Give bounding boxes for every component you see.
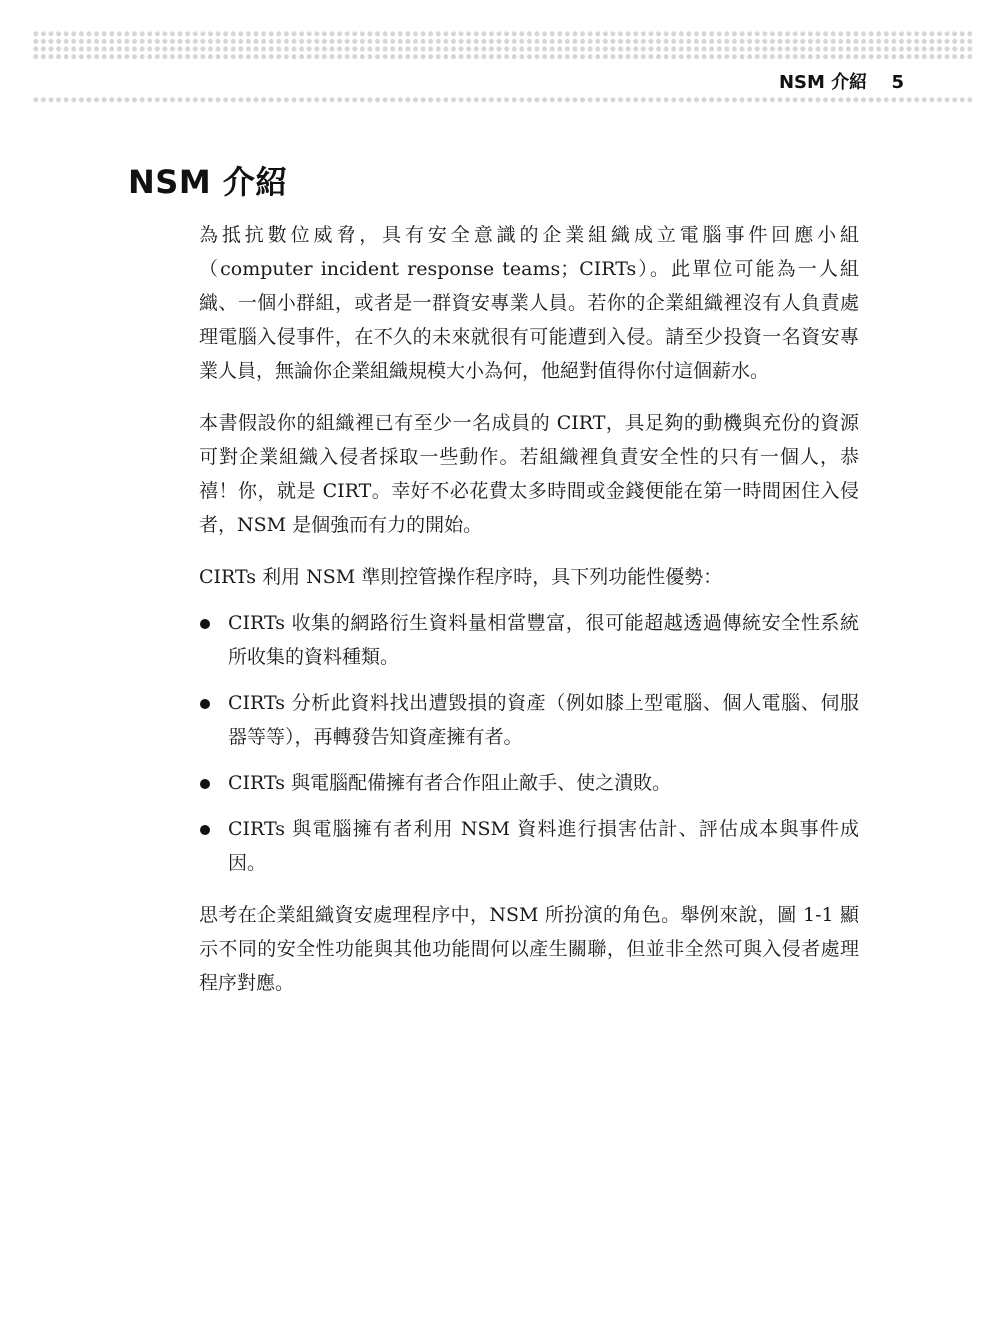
paragraph-advantages-intro: CIRTs 利用 NSM 準則控管操作程序時，具下列功能性優勢： bbox=[199, 566, 723, 588]
list-item bbox=[199, 812, 859, 880]
list-item bbox=[199, 766, 859, 800]
running-header-title: NSM 介紹 bbox=[778, 72, 868, 93]
header-dot-rule bbox=[32, 96, 972, 105]
list-item-text: CIRTs 收集的網路衍生資料量相當豐富，很可能超越透過傳統安全性系統所收集的資料種類。 bbox=[228, 612, 859, 668]
list-item bbox=[199, 686, 859, 754]
list-item-text: CIRTs 與電腦配備擁有者合作阻止敵手、使之潰敗。 bbox=[228, 772, 672, 794]
list-item-text: CIRTs 與電腦擁有者利用 NSM 資料進行損害估計、評估成本與事件成因。 bbox=[228, 818, 859, 874]
list-item-text: CIRTs 分析此資料找出遭毀損的資產（例如膝上型電腦、個人電腦、伺服器等等），再轉發告知資產擁有者。 bbox=[228, 692, 859, 748]
bullet-dot-icon bbox=[200, 825, 210, 835]
paragraph-book-assumption: 本書假設你的組織裡已有至少一名成員的 CIRT，具足夠的動機與充份的資源可對企業組織入侵者採取一些動作。若組織裡負責安全性的只有一個人，恭禧！你，就是 CIRT。幸好不必花費太多時間或金錢便能在第一時間困住入侵者，NSM 是個強而有力的開始。 bbox=[199, 412, 859, 536]
header-dot-pattern bbox=[32, 30, 972, 60]
advantages-list bbox=[199, 606, 859, 880]
body-content bbox=[199, 218, 859, 1018]
section-title: NSM 介紹 bbox=[128, 163, 288, 201]
paragraph-closing: 思考在企業組織資安處理程序中，NSM 所扮演的角色。舉例來說，圖 1-1 顯示不同的安全性功能與其他功能間何以產生關聯，但並非全然可與入侵者處理程序對應。 bbox=[199, 904, 859, 994]
page-number: 5 bbox=[891, 72, 904, 93]
bullet-dot-icon bbox=[200, 779, 210, 789]
bullet-dot-icon bbox=[200, 699, 210, 709]
running-header bbox=[779, 68, 904, 94]
list-item bbox=[199, 606, 859, 674]
paragraph-cirt-intro: 為抵抗數位威脅，具有安全意識的企業組織成立電腦事件回應小組（computer incident response teams；CIRTs）。此單位可能為一人組織、一個小群組，或者是一群資安專業人員。若你的企業組織裡沒有人負責處理電腦入侵事件，在不久的未來就很有可能遭到入侵。請至少投資一名資安專業人員，無論你企業組織規模大小為何，他絕對值得你付這個薪水。 bbox=[199, 224, 859, 382]
bullet-dot-icon bbox=[200, 619, 210, 629]
